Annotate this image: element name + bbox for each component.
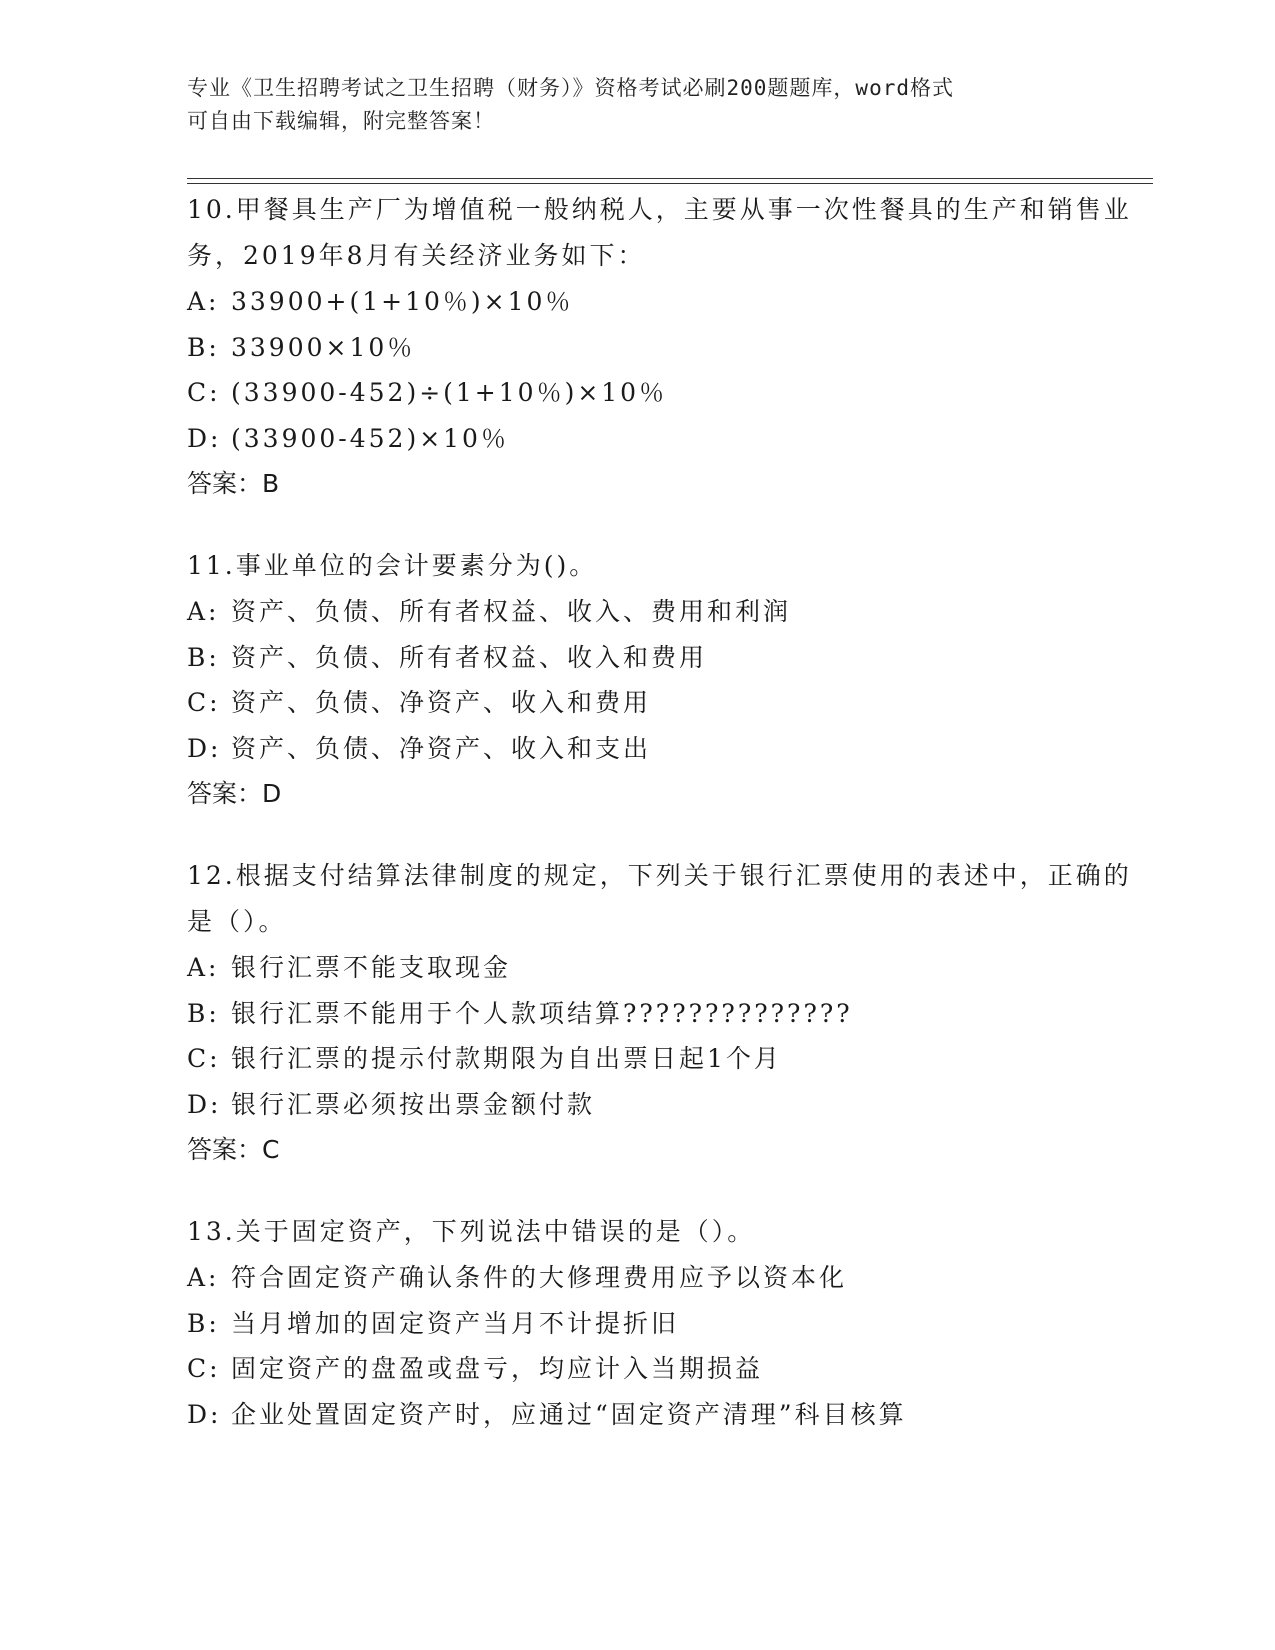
option-text: 银行汇票不能支取现金 xyxy=(231,953,512,982)
option-c xyxy=(187,1346,1147,1392)
question-10 xyxy=(187,187,1147,507)
option-text: 当月增加的固定资产当月不计提折旧 xyxy=(231,1308,680,1338)
header-divider-bottom xyxy=(187,183,1153,184)
option-letter: C: xyxy=(187,688,221,717)
question-stem: 10.甲餐具生产厂为增值税一般纳税人，主要从事一次性餐具的生产和销售业务，2019年8月有关经济业务如下： xyxy=(187,195,1132,270)
option-text: 资产、负债、所有者权益、收入和费用 xyxy=(231,642,708,672)
answer-line: 答案：C xyxy=(187,1135,280,1164)
option-letter: D: xyxy=(187,423,222,453)
option-letter: C: xyxy=(187,378,221,407)
option-letter: D: xyxy=(187,733,222,763)
option-letter: A: xyxy=(187,953,220,982)
option-text: 33900+(1+10％)×10％ xyxy=(231,287,574,316)
document-header xyxy=(187,72,1087,138)
option-text: 银行汇票不能用于个人款项结算?????????????? xyxy=(231,998,853,1028)
option-text: 33900×10％ xyxy=(231,332,416,362)
option-d xyxy=(187,416,1147,462)
option-a xyxy=(187,1255,1147,1301)
header-divider-top xyxy=(187,178,1153,179)
option-a xyxy=(187,945,1147,991)
option-letter: B: xyxy=(187,998,220,1028)
option-text: 符合固定资产确认条件的大修理费用应予以资本化 xyxy=(231,1263,848,1292)
question-11 xyxy=(187,543,1147,817)
option-text: 企业处置固定资产时，应通过“固定资产清理”科目核算 xyxy=(231,1399,907,1429)
option-letter: D: xyxy=(187,1089,222,1119)
question-list xyxy=(187,187,1147,1473)
option-b xyxy=(187,1301,1147,1347)
option-letter: A: xyxy=(187,287,220,316)
option-c xyxy=(187,1036,1147,1082)
header-line-2: 可自由下载编辑，附完整答案！ xyxy=(187,109,495,133)
question-stem: 13.关于固定资产，下列说法中错误的是（）。 xyxy=(187,1217,756,1246)
option-letter: C: xyxy=(187,1044,221,1073)
option-b xyxy=(187,991,1147,1037)
option-d xyxy=(187,726,1147,772)
option-text: 银行汇票必须按出票金额付款 xyxy=(231,1089,596,1119)
option-letter: A: xyxy=(187,597,220,626)
question-stem: 11.事业单位的会计要素分为()。 xyxy=(187,551,598,580)
option-text: 银行汇票的提示付款期限为自出票日起1个月 xyxy=(231,1044,782,1073)
question-12 xyxy=(187,853,1147,1173)
option-c xyxy=(187,370,1147,416)
option-d xyxy=(187,1392,1147,1438)
option-text: 资产、负债、净资产、收入和费用 xyxy=(231,688,652,717)
option-d xyxy=(187,1082,1147,1128)
option-letter: B: xyxy=(187,642,220,672)
option-text: 固定资产的盘盈或盘亏，均应计入当期损益 xyxy=(231,1354,764,1383)
option-letter: C: xyxy=(187,1354,221,1383)
header-line-1: 专业《卫生招聘考试之卫生招聘（财务）》资格考试必刷200题题库，word格式 xyxy=(187,76,954,100)
option-text: 资产、负债、所有者权益、收入、费用和利润 xyxy=(231,597,792,626)
option-b xyxy=(187,325,1147,371)
option-text: 资产、负债、净资产、收入和支出 xyxy=(231,733,652,763)
option-letter: A: xyxy=(187,1263,220,1292)
option-b xyxy=(187,635,1147,681)
option-text: (33900-452)÷(1+10％)×10％ xyxy=(231,378,668,407)
question-13 xyxy=(187,1209,1147,1437)
answer-line: 答案：D xyxy=(187,779,282,808)
answer-line: 答案：B xyxy=(187,469,280,498)
option-text: (33900-452)×10％ xyxy=(231,423,509,453)
option-c xyxy=(187,680,1147,726)
question-stem: 12.根据支付结算法律制度的规定，下列关于银行汇票使用的表述中，正确的是（）。 xyxy=(187,861,1132,936)
option-a xyxy=(187,279,1147,325)
option-letter: B: xyxy=(187,332,220,362)
option-letter: B: xyxy=(187,1308,220,1338)
option-a xyxy=(187,589,1147,635)
option-letter: D: xyxy=(187,1399,222,1429)
